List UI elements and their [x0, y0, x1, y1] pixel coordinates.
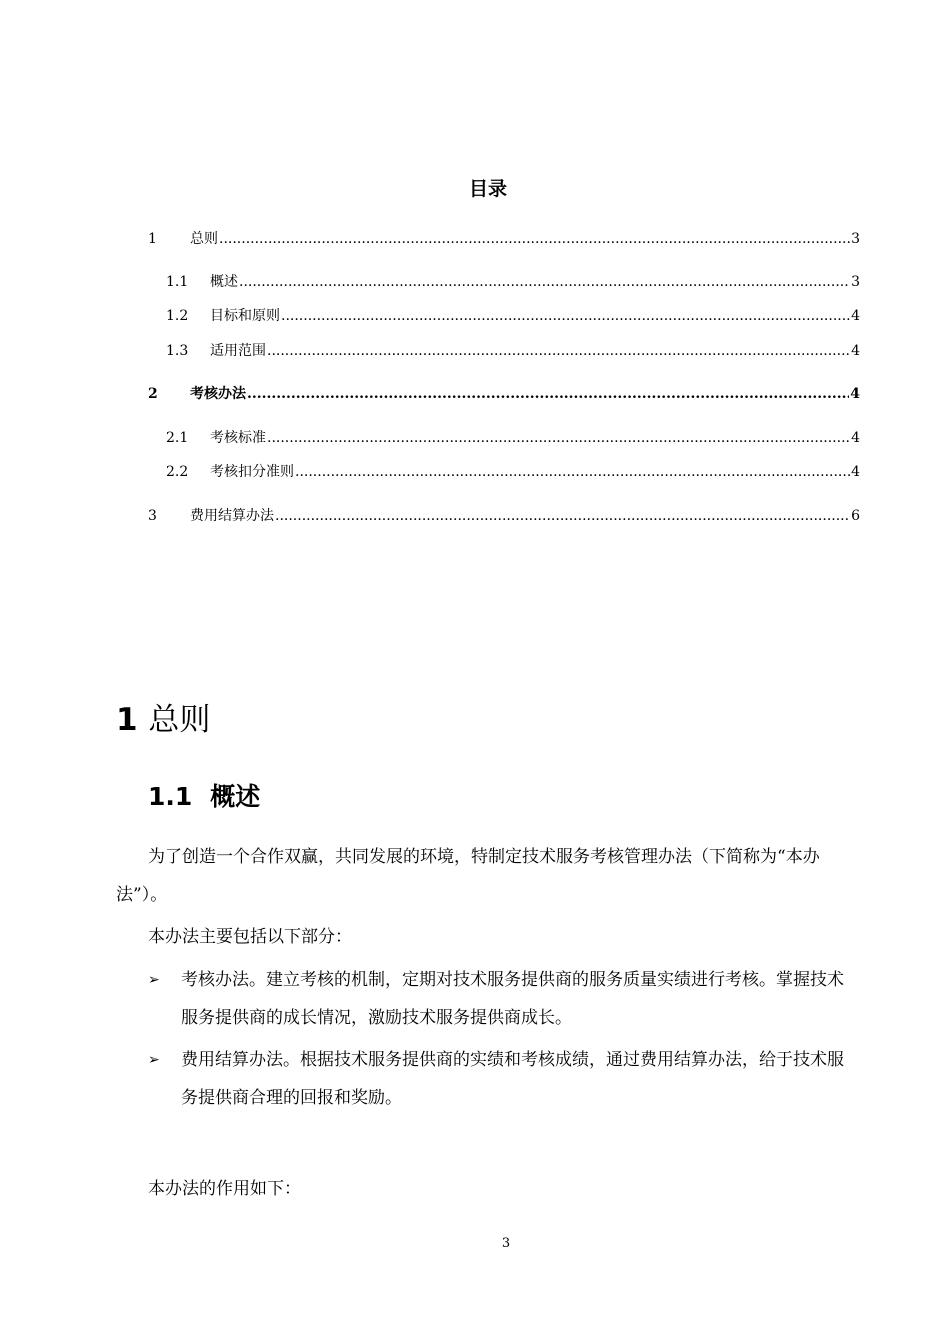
- body-paragraph: 本办法主要包括以下部分：: [148, 927, 352, 947]
- toc-leader-dots: [239, 274, 850, 290]
- toc-entry[interactable]: [166, 427, 860, 447]
- toc-entry-label: 考核扣分准则: [210, 464, 294, 480]
- toc-leader-dots: [295, 464, 850, 480]
- toc-entry-page: 4: [851, 343, 860, 359]
- toc-entry-number: 1.3: [166, 343, 189, 359]
- toc-leader-dots: [247, 386, 849, 402]
- toc-entry[interactable]: [166, 340, 860, 360]
- toc-entry-page: 6: [851, 508, 860, 524]
- toc-entry-page: 4: [851, 308, 860, 324]
- section-title: 总则: [148, 702, 211, 738]
- toc-entry[interactable]: [148, 505, 860, 525]
- subsection-heading: [148, 777, 260, 813]
- subsection-title: 概述: [210, 782, 261, 811]
- toc-entry[interactable]: [166, 271, 860, 291]
- list-item-text: 费用结算办法。根据技术服务提供商的实绩和考核成绩，通过费用结算办法，给于技术服务提供商合理的回报和奖励。: [181, 1050, 844, 1108]
- list-item: [148, 961, 860, 1037]
- section-number: 1: [116, 702, 138, 738]
- toc-entry-page: 4: [851, 464, 860, 480]
- toc-entry-label: 考核办法: [190, 386, 246, 402]
- toc-entry-label: 适用范围: [210, 343, 266, 359]
- toc-entry-number: 2.1: [166, 430, 189, 446]
- toc-entry-page: 4: [850, 386, 860, 402]
- toc-entry-number: 2.2: [166, 464, 189, 480]
- body-paragraph: 为了创造一个合作双赢，共同发展的环境，特制定技术服务考核管理办法（下简称为“本办法”）。: [116, 847, 820, 905]
- toc-leader-dots: [275, 508, 850, 524]
- section-heading: [116, 694, 210, 739]
- toc-entry-number: 1.2: [166, 308, 189, 324]
- body-paragraph: 本办法的作用如下：: [148, 1179, 301, 1199]
- toc-entry-page: 3: [851, 274, 860, 290]
- toc-entry-number: 1.1: [166, 274, 189, 290]
- toc-entry-number: 2: [148, 386, 158, 402]
- toc-entry-label: 概述: [210, 274, 238, 290]
- toc-entry-label: 费用结算办法: [190, 508, 274, 524]
- toc-entry-page: 3: [851, 231, 860, 247]
- toc-leader-dots: [281, 308, 850, 324]
- toc-entry[interactable]: [166, 461, 860, 481]
- toc-entry-number: 3: [148, 508, 157, 524]
- toc-entry-number: 1: [148, 231, 157, 247]
- toc-title: 目录: [468, 178, 507, 200]
- toc-leader-dots: [267, 430, 850, 446]
- toc-entry-label: 总则: [190, 231, 218, 247]
- toc-entry-label: 考核标准: [210, 430, 266, 446]
- page-number: 3: [501, 1236, 511, 1251]
- toc-leader-dots: [219, 231, 850, 247]
- list-item-text: 考核办法。建立考核的机制，定期对技术服务提供商的服务质量实绩进行考核。掌握技术服务提供商的成长情况，激励技术服务提供商成长。: [181, 970, 844, 1028]
- toc-entry-label: 目标和原则: [210, 308, 280, 324]
- arrow-bullet-icon: ➢: [148, 1052, 160, 1068]
- toc-entry[interactable]: [148, 228, 860, 248]
- toc-leader-dots: [267, 343, 850, 359]
- toc-entry[interactable]: [148, 383, 860, 403]
- list-item: [148, 1041, 860, 1117]
- arrow-bullet-icon: ➢: [148, 972, 160, 988]
- toc-entry[interactable]: [166, 305, 860, 325]
- subsection-number: 1.1: [148, 782, 193, 811]
- toc-entry-page: 4: [851, 430, 860, 446]
